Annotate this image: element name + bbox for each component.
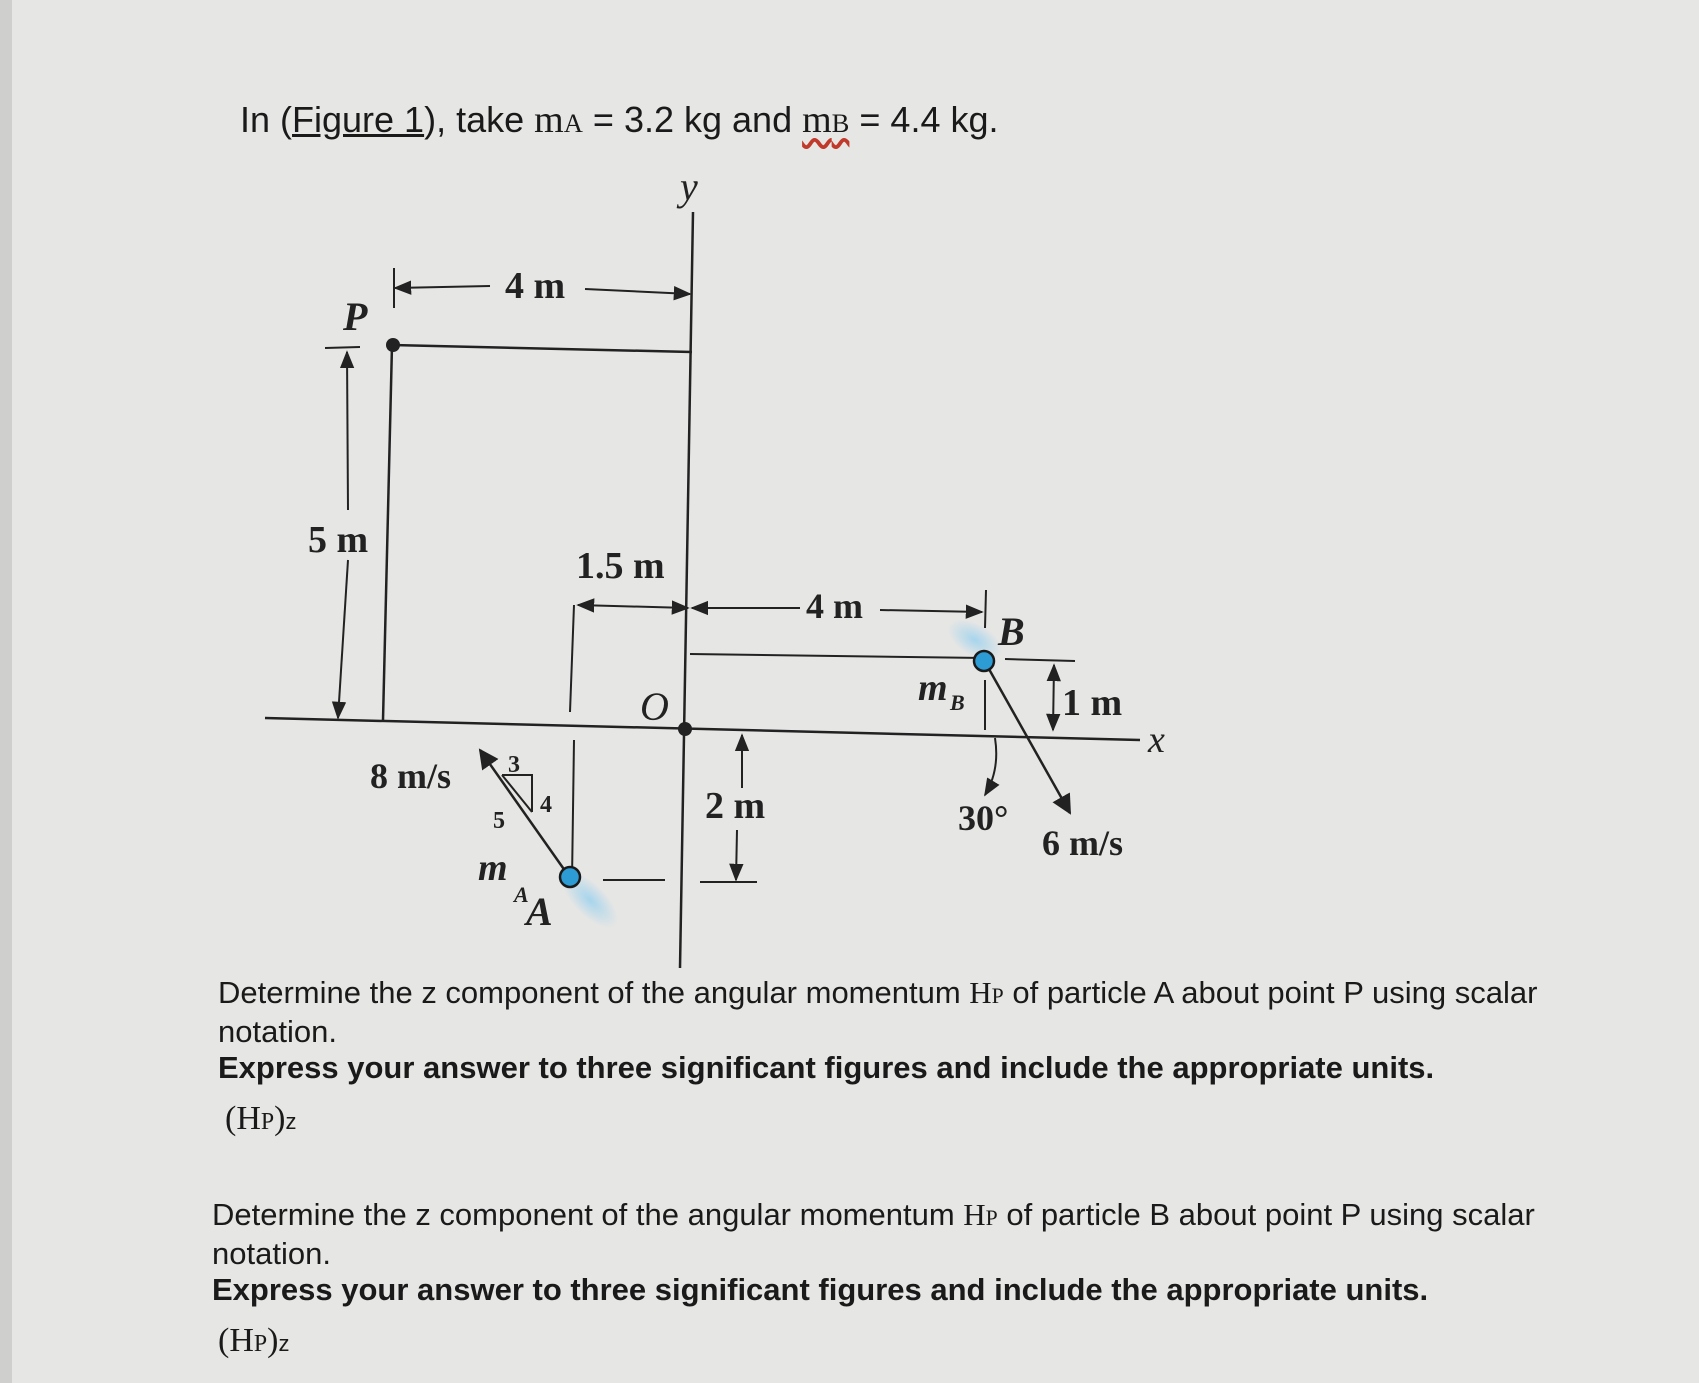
question-b-instruction: Express your answer to three significant figures and include the appropriate units. (212, 1272, 1429, 1307)
dim-2m-label: 2 m (705, 785, 766, 827)
angle-30-label: 30° (958, 798, 1009, 838)
question-b-text-post: of particle B about point P using scalar notation. (212, 1197, 1535, 1271)
dim-4m-top-right (585, 289, 690, 294)
question-a-instruction: Express your answer to three significant figures and include the appropriate units. (218, 1050, 1435, 1085)
question-a-text-post: of particle A about point P using scalar notation. (218, 975, 1538, 1049)
speed-a-label: 8 m/s (370, 756, 451, 796)
triangle-4-label: 4 (540, 792, 552, 818)
mass-a-sub: A (514, 882, 529, 907)
question-a (218, 975, 1598, 1086)
y-axis-line (680, 212, 693, 968)
dim-4m-top-label: 4 m (505, 265, 566, 307)
figure-link[interactable]: Figure 1 (292, 99, 425, 140)
y-axis-label: y (680, 164, 698, 209)
question-b-h-symbol: HP (963, 1197, 998, 1232)
dim-5m-ext (325, 347, 360, 348)
mass-a-value: = 3.2 kg and (582, 99, 803, 140)
triangle-5-label: 5 (493, 808, 505, 834)
mass-b-sub: B (950, 690, 965, 715)
mass-a-symbol: mA (534, 99, 583, 141)
mass-b-value: = 4.4 kg. (849, 99, 999, 140)
mass-b-symbol: mB (802, 99, 850, 141)
dim-5m-upper (347, 352, 348, 510)
speed-b-label: 6 m/s (1042, 823, 1123, 863)
intro-middle: ), take (424, 99, 535, 140)
intro-prefix: In ( (240, 99, 293, 140)
x-axis-label: x (1148, 719, 1165, 761)
origin-dot (678, 722, 692, 736)
particle-b (974, 651, 994, 671)
x-axis-line (265, 718, 1140, 740)
slope-triangle-hyp (502, 775, 532, 812)
dim-1-5m-line (578, 605, 688, 608)
mass-b-label: m (918, 667, 948, 709)
particle-a (560, 867, 580, 887)
dim-4m-b-right (880, 610, 982, 612)
dim-4m-b-label: 4 m (806, 586, 863, 626)
question-b (212, 1197, 1592, 1308)
dim-4m-b-ext (985, 590, 986, 628)
point-a-label: A (526, 889, 553, 934)
question-a-h-symbol: HP (969, 975, 1004, 1010)
question-b-text-pre: Determine the z component of the angular momentum (212, 1197, 964, 1232)
dim-4m-top-left (395, 286, 490, 288)
p-vertical-line (383, 345, 392, 720)
angle-30-arc (985, 738, 996, 795)
origin-label: O (640, 684, 669, 729)
point-p-label: P (343, 294, 368, 339)
answer-b-label[interactable]: (HP)z (218, 1322, 290, 1359)
dim-1-5m-ext (570, 605, 574, 712)
dim-5m-label: 5 m (308, 519, 369, 561)
dim-1m-label: 1 m (1062, 682, 1123, 724)
answer-a-label[interactable]: (HP)z (225, 1100, 297, 1137)
triangle-3-label: 3 (508, 752, 520, 778)
point-b-label: B (998, 609, 1025, 654)
b-horizontal-line (690, 654, 985, 658)
b-1m-ext (1005, 659, 1075, 661)
p-horizontal-line (392, 345, 692, 352)
dim-5m-lower (338, 560, 348, 718)
dim-1-5m-ext-lower (572, 740, 574, 880)
dim-2m-lower (736, 830, 737, 880)
dim-1m-line (1053, 665, 1054, 730)
point-p-dot (386, 338, 400, 352)
question-a-text-pre: Determine the z component of the angular momentum (218, 975, 970, 1010)
mass-a-label: m (478, 847, 508, 889)
dim-1-5m-label: 1.5 m (576, 545, 665, 587)
